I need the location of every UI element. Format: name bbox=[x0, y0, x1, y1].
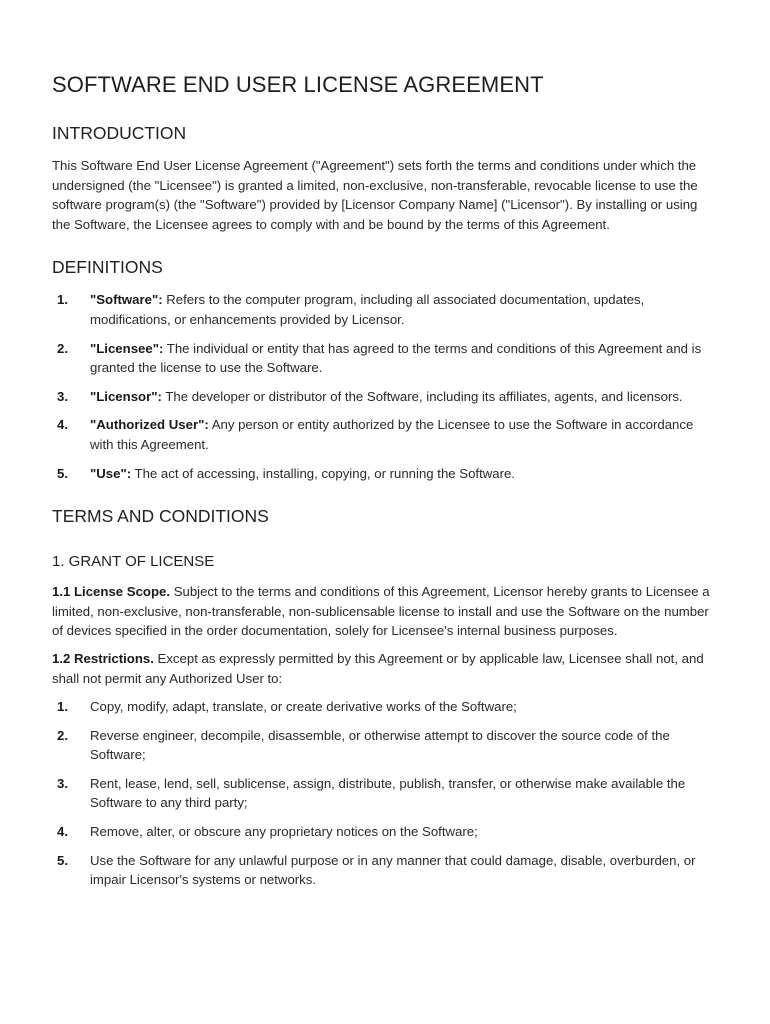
definition-text: The developer or distributor of the Software, including its affiliates, agents, and licensors. bbox=[165, 388, 683, 404]
list-number: 4. bbox=[57, 824, 68, 840]
restrictions-list bbox=[52, 697, 718, 890]
definition-term: "Licensor": bbox=[90, 388, 162, 404]
definition-text: Any person or entity authorized by the Licensee to use the Software in accordance with this Agreement. bbox=[90, 417, 694, 452]
introduction-paragraph: This Software End User License Agreement ("Agreement") sets forth the terms and conditions under which the undersigned (the "Licensee") is granted a limited, non-exclusive, non-transferable, revocable license to use the software program(s) (the "Software") provided by [Licensor Company Name] ("Licensor"). By installing or using the Software, the Licensee agrees to comply with and be bound by the terms of this Agreement. bbox=[52, 158, 698, 232]
list-number: 4. bbox=[57, 417, 68, 433]
license-scope-paragraph bbox=[52, 582, 718, 641]
list-number: 5. bbox=[57, 852, 68, 868]
restriction-item bbox=[52, 774, 718, 813]
definition-item bbox=[52, 415, 718, 454]
list-number: 2. bbox=[57, 340, 68, 356]
definition-term: "Software": bbox=[90, 292, 163, 308]
license-scope-text: Subject to the terms and conditions of this Agreement, Licensor hereby grants to Licensee a limited, non-exclusive, non-transferable, non-sublicensable license to install and use the Software on the number of devices specified in the order documentation, solely for Licensee's internal business purposes. bbox=[52, 584, 710, 639]
list-number: 1. bbox=[57, 699, 68, 715]
restriction-item bbox=[52, 726, 718, 765]
restrictions-label: 1.2 Restrictions. bbox=[52, 650, 154, 666]
list-number: 5. bbox=[57, 465, 68, 481]
definition-term: "Authorized User": bbox=[90, 417, 209, 433]
restriction-text: Remove, alter, or obscure any proprietary notices on the Software; bbox=[90, 824, 478, 840]
definition-term: "Use": bbox=[90, 465, 132, 481]
definition-item bbox=[52, 387, 718, 407]
definition-text: The act of accessing, installing, copying, or running the Software. bbox=[134, 465, 515, 481]
list-number: 3. bbox=[57, 388, 68, 404]
license-scope-label: 1.1 License Scope. bbox=[52, 584, 171, 600]
definition-term: "Licensee": bbox=[90, 340, 164, 356]
restriction-text: Copy, modify, adapt, translate, or create derivative works of the Software; bbox=[90, 699, 517, 715]
grant-of-license-heading: 1. GRANT OF LICENSE bbox=[52, 553, 215, 571]
restriction-item bbox=[52, 822, 718, 842]
definition-item bbox=[52, 290, 718, 329]
list-number: 3. bbox=[57, 775, 68, 791]
restriction-item bbox=[52, 851, 718, 890]
definition-text: The individual or entity that has agreed to the terms and conditions of this Agreement and is granted the license to use the Software. bbox=[90, 340, 702, 376]
restrictions-text: Except as expressly permitted by this Agreement or by applicable law, Licensee shall not, and shall not permit any Authorized User to: bbox=[52, 650, 704, 686]
restriction-item bbox=[52, 697, 718, 717]
document-title: SOFTWARE END USER LICENSE AGREEMENT bbox=[52, 72, 544, 97]
restriction-text: Use the Software for any unlawful purpose or in any manner that could damage, disable, overburden, or impair Licensor's systems or networks. bbox=[90, 852, 696, 888]
terms-heading: TERMS AND CONDITIONS bbox=[52, 506, 269, 527]
restriction-text: Rent, lease, lend, sell, sublicense, assign, distribute, publish, transfer, or otherwise make available the Software to any third party; bbox=[90, 775, 686, 811]
restrictions-paragraph bbox=[52, 649, 718, 688]
definition-item bbox=[52, 464, 718, 484]
list-number: 1. bbox=[57, 292, 68, 308]
restriction-text: Reverse engineer, decompile, disassemble, or otherwise attempt to discover the source code of the Software; bbox=[90, 727, 670, 763]
introduction-heading: INTRODUCTION bbox=[52, 123, 187, 143]
definitions-list bbox=[52, 290, 718, 483]
list-number: 2. bbox=[57, 727, 68, 743]
definition-item bbox=[52, 339, 718, 378]
definitions-heading: DEFINITIONS bbox=[52, 257, 163, 278]
definition-text: Refers to the computer program, including all associated documentation, updates, modifications, or enhancements provided by Licensor. bbox=[90, 292, 645, 327]
